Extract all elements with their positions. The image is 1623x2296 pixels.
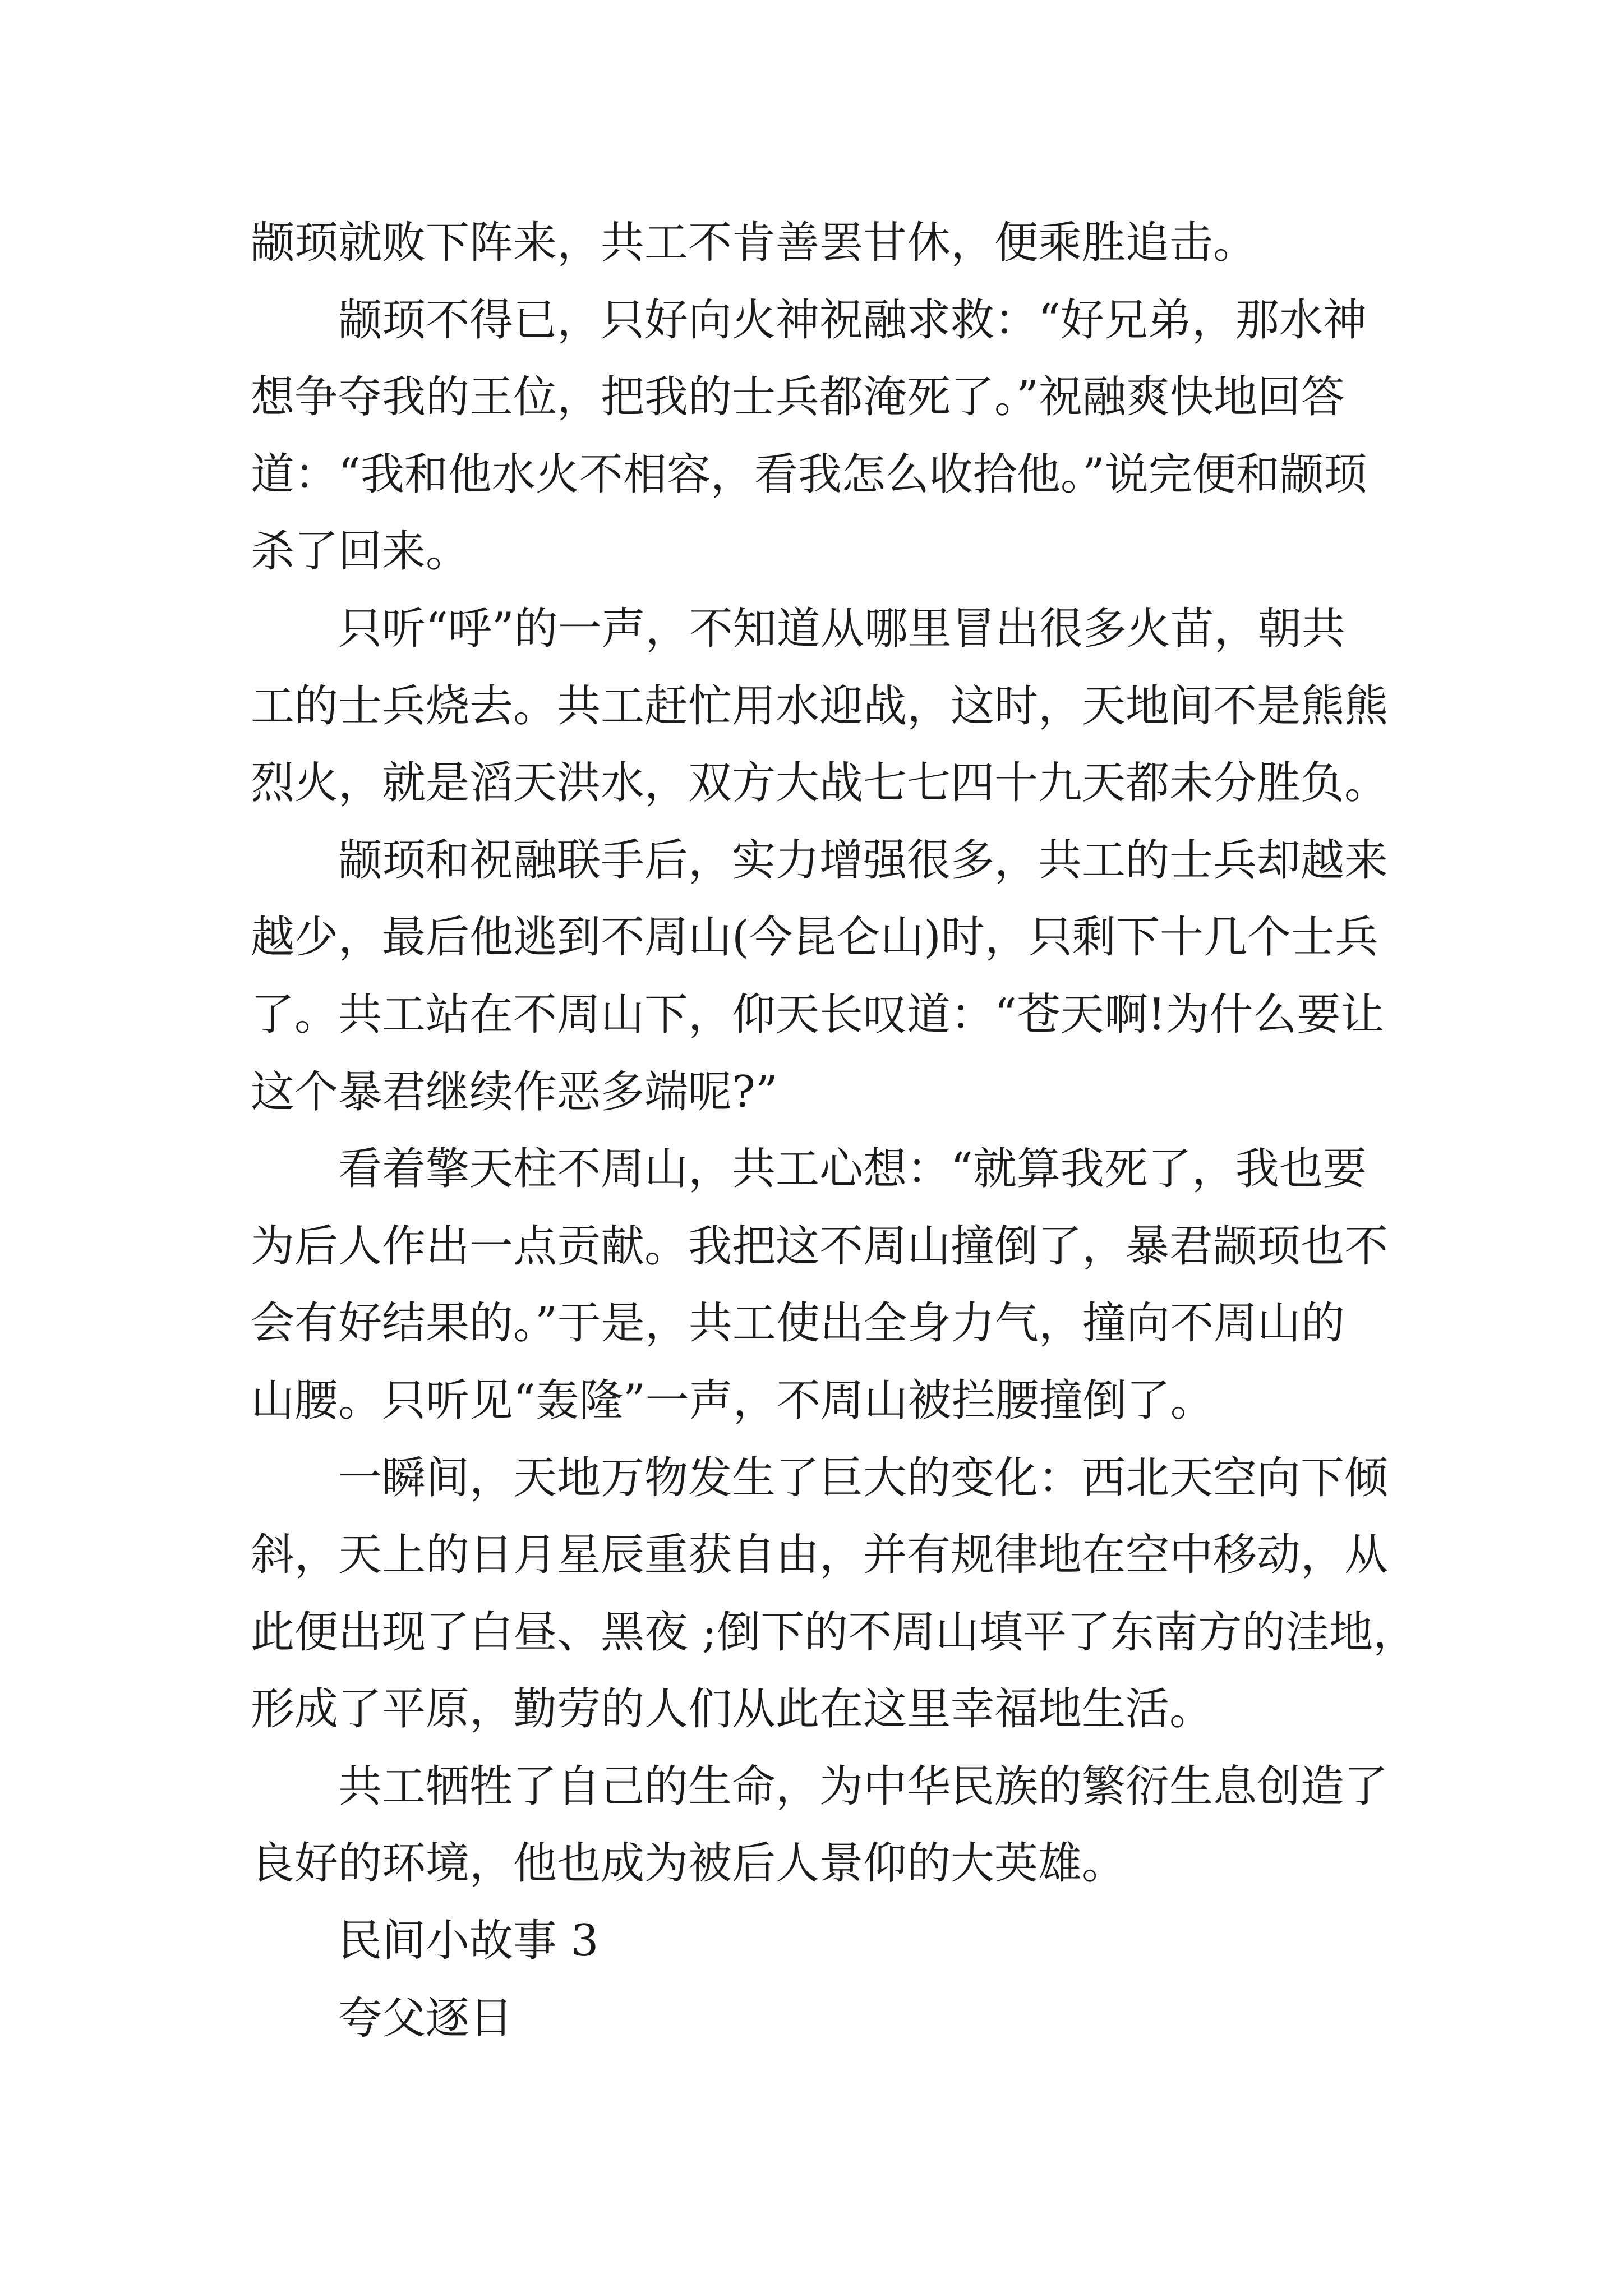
paragraph-line: 良好的环境，他也成为被后人景仰的大英雄。 — [251, 1838, 1126, 1889]
paragraph — [251, 1749, 1428, 1903]
paragraph-line: 此便出现了白昼、黑夜 ;倒下的不周山填平了东南方的洼地， — [251, 1607, 1417, 1658]
paragraph — [251, 822, 1428, 1131]
paragraph — [251, 591, 1428, 822]
paragraph-line: 烈火，就是滔天洪水，双方大战七七四十九天都未分胜负。 — [251, 758, 1389, 809]
story-title-text: 夸父逐日 — [338, 1993, 514, 2044]
paragraph-line: 为后人作出一点贡献。我把这不周山撞倒了，暴君颛顼也不 — [251, 1221, 1389, 1272]
paragraph-line: 道：“我和他水火不相容，看我怎么收拾他。”说完便和颛顼 — [251, 449, 1367, 500]
paragraph-line: 越少，最后他逃到不周山(今昆仑山)时，只剩下十几个士兵 — [251, 912, 1378, 963]
document-body — [251, 205, 1428, 2057]
paragraph-line: 看着擎天柱不周山，共工心想：“就算我死了，我也要 — [338, 1144, 1367, 1195]
paragraph-line: 杀了回来。 — [251, 526, 470, 577]
paragraph-line: 工的士兵烧去。共工赶忙用水迎战，这时，天地间不是熊熊 — [251, 680, 1389, 731]
paragraph-line: 斜，天上的日月星辰重获自由，并有规律地在空中移动，从 — [251, 1530, 1389, 1581]
paragraph-line: 形成了平原，勤劳的人们从此在这里幸福地生活。 — [251, 1684, 1214, 1735]
paragraph-line: 只听“呼”的一声，不知道从哪里冒出很多火苗，朝共 — [338, 603, 1345, 654]
paragraph-continuation — [251, 205, 1428, 282]
paragraph — [251, 1131, 1428, 1439]
paragraph — [251, 282, 1428, 591]
paragraph-line: 共工牺牲了自己的生命，为中华民族的繁衍生息创造了 — [338, 1761, 1389, 1812]
section-heading — [251, 1903, 1428, 1980]
story-title — [251, 1980, 1428, 2058]
paragraph-line: 一瞬间，天地万物发生了巨大的变化：西北天空向下倾 — [338, 1452, 1389, 1503]
paragraph-line: 颛顼就败下阵来，共工不肯善罢甘休，便乘胜追击。 — [251, 218, 1257, 268]
section-heading-text: 民间小故事 3 — [338, 1916, 599, 1967]
paragraph — [251, 1440, 1428, 1749]
paragraph-line: 想争夺我的王位，把我的士兵都淹死了。”祝融爽快地回答 — [251, 372, 1345, 423]
paragraph-line: 会有好结果的。”于是，共工使出全身力气，撞向不周山的 — [251, 1298, 1345, 1349]
paragraph-line: 山腰。只听见“轰隆”一声，不周山被拦腰撞倒了。 — [251, 1375, 1214, 1426]
paragraph-line: 了。共工站在不周山下，仰天长叹道：“苍天啊!为什么要让 — [251, 989, 1385, 1040]
paragraph-line: 颛顼和祝融联手后，实力增强很多，共工的士兵却越来 — [338, 835, 1389, 886]
paragraph-line: 这个暴君继续作恶多端呢?” — [251, 1066, 778, 1117]
paragraph-line: 颛顼不得已，只好向火神祝融求救：“好兄弟，那水神 — [338, 295, 1367, 346]
